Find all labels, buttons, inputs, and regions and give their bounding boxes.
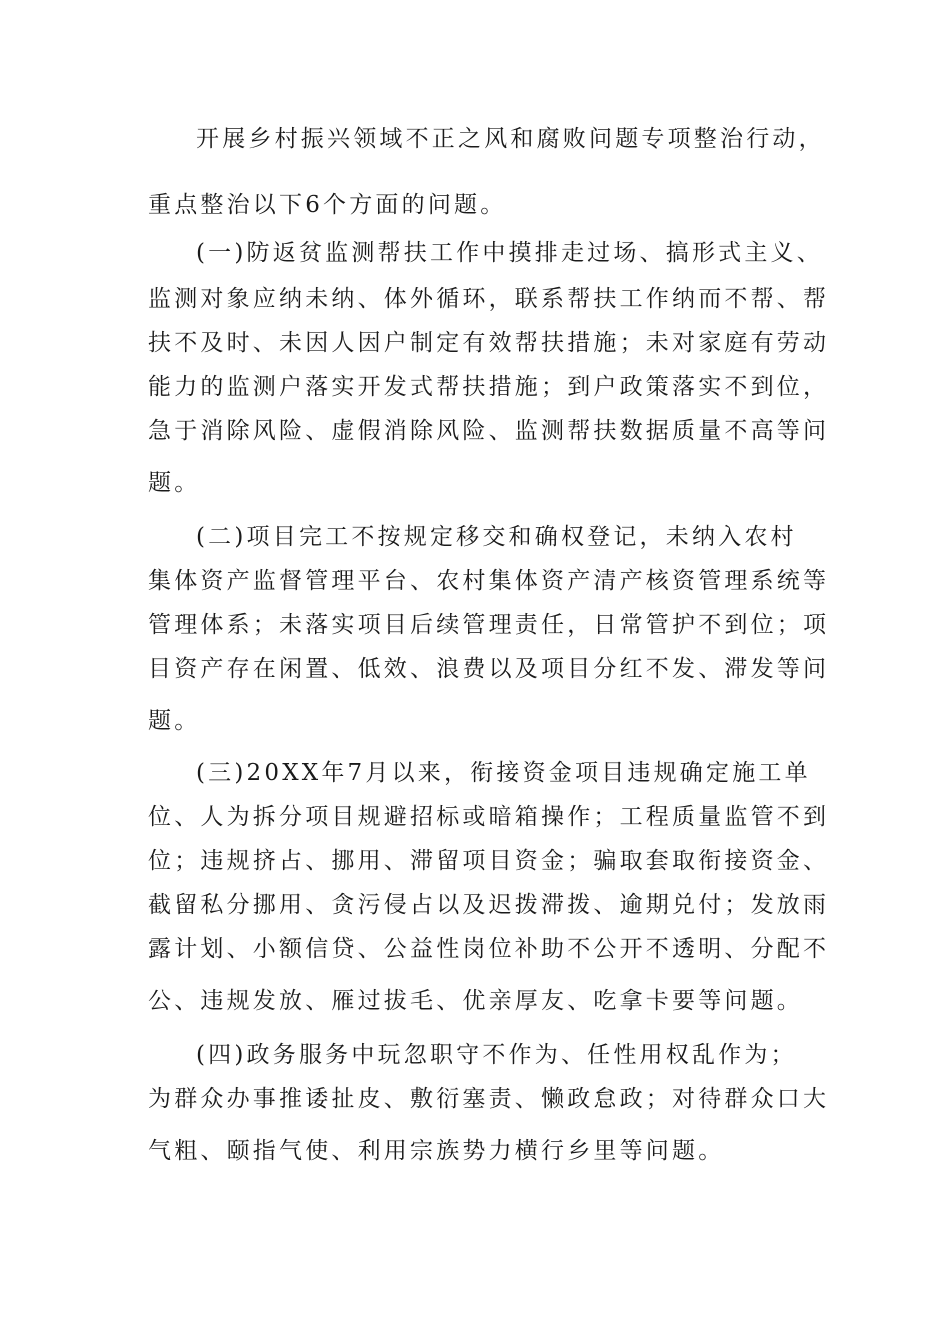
item1-line-3: 扶不及时、未因人因户制定有效帮扶措施；未对家庭有劳动 [148,330,830,356]
item4-line-3: 气粗、颐指气使、利用宗族势力横行乡里等问题。 [148,1138,725,1164]
item1-line-6: 题。 [148,470,201,496]
item3-line-1: (三)20XX年7月以来，衔接资金项目违规确定施工单 [196,760,811,786]
item2-line-3: 管理体系；未落实项目后续管理责任，日常管护不到位；项 [148,612,830,638]
item1-line-1: (一)防返贫监测帮扶工作中摸排走过场、搞形式主义、 [196,240,823,266]
item3-line-3: 位；违规挤占、挪用、滞留项目资金；骗取套取衔接资金、 [148,848,830,874]
item2-line-5: 题。 [148,708,201,734]
item3-line-4: 截留私分挪用、贪污侵占以及迟拨滞拨、逾期兑付；发放雨 [148,892,830,918]
item1-line-4: 能力的监测户落实开发式帮扶措施；到户政策落实不到位， [148,374,830,400]
item3-line-6: 公、违规发放、雁过拔毛、优亲厚友、吃拿卡要等问题。 [148,988,803,1014]
item3-line-2: 位、人为拆分项目规避招标或暗箱操作；工程质量监管不到 [148,804,830,830]
item1-line-2: 监测对象应纳未纳、体外循环，联系帮扶工作纳而不帮、帮 [148,286,830,312]
item3-line-5: 露计划、小额信贷、公益性岗位补助不公开不透明、分配不 [148,936,830,962]
item1-line-5: 急于消除风险、虚假消除风险、监测帮扶数据质量不高等问 [148,418,830,444]
intro-line-1: 开展乡村振兴领域不正之风和腐败问题专项整治行动， [196,126,825,152]
item2-line-2: 集体资产监督管理平台、农村集体资产清产核资管理系统等 [148,568,830,594]
item2-line-4: 目资产存在闲置、低效、浪费以及项目分红不发、滞发等问 [148,656,830,682]
intro-line-2: 重点整治以下6个方面的问题。 [148,192,507,218]
item4-line-1: (四)政务服务中玩忽职守不作为、任性用权乱作为； [196,1042,797,1068]
item4-line-2: 为群众办事推诿扯皮、敷衍塞责、懒政怠政；对待群众口大 [148,1086,830,1112]
item2-line-1: (二)项目完工不按规定移交和确权登记，未纳入农村 [196,524,797,550]
